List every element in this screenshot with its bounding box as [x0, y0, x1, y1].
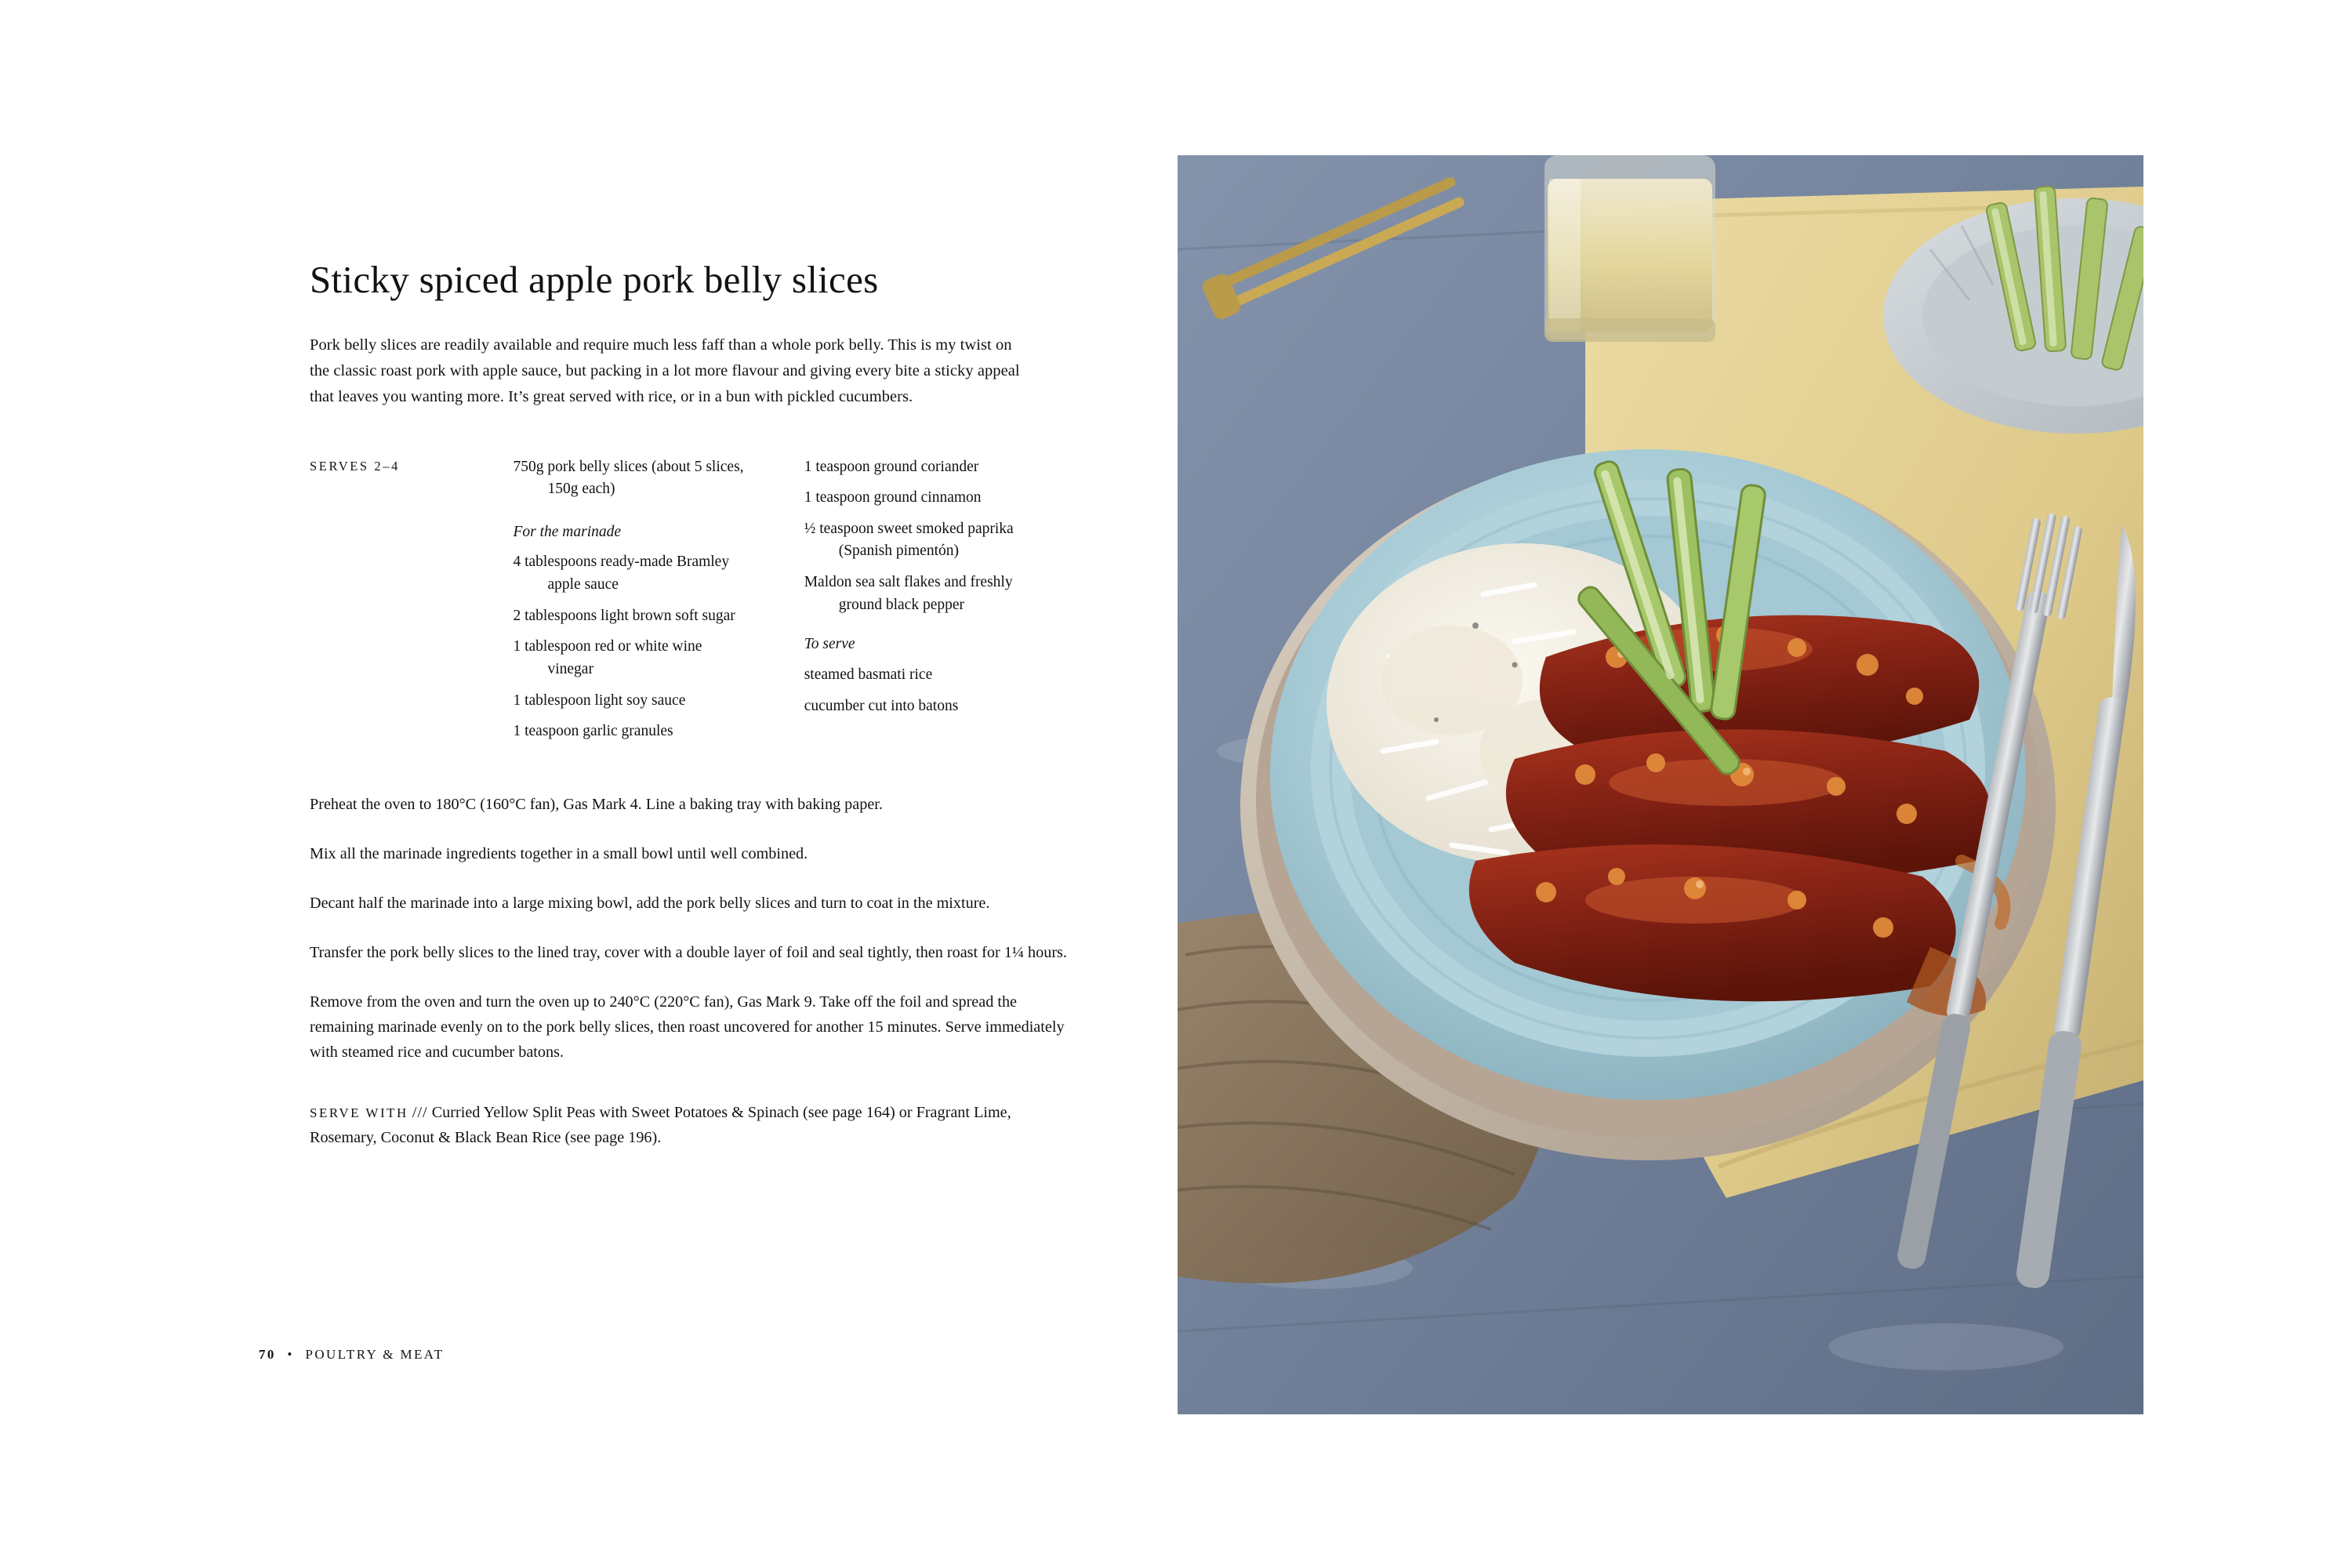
ingredient-item [513, 636, 804, 681]
ingredient-item: 1 teaspoon garlic granules [513, 723, 673, 740]
method-step: Preheat the oven to 180°C (160°C fan), Gas Mark 4. Line a baking tray with baking paper. [310, 796, 883, 814]
ingredient-text: Maldon sea salt flakes and freshly [804, 574, 1013, 591]
ingredient-item [513, 456, 804, 501]
ingredient-text: ½ teaspoon sweet smoked paprika [804, 520, 1014, 537]
ingredient-text-continued: 150g each) [547, 481, 615, 498]
ingredient-item [513, 551, 804, 596]
chapter-name: POULTRY & MEAT [305, 1347, 445, 1362]
ingredient-text: 1 tablespoon red or white wine [513, 638, 702, 655]
ingredient-text-continued: apple sauce [547, 576, 619, 593]
ingredients-column-2 [804, 456, 1086, 753]
ingredient-text: 4 tablespoons ready-made Bramley [513, 554, 730, 571]
method-steps [310, 793, 1086, 1065]
page-title: Sticky spiced apple pork belly slices [310, 258, 879, 301]
serve-with-text: Curried Yellow Split Peas with Sweet Potatoes & Spinach (see page 164) or Fragrant Lime, Rosemary, Coconut & Black Bean Rice (see page 196). [310, 1104, 1011, 1147]
method-step: Mix all the marinade ingredients together in a small bowl until well combined. [310, 844, 808, 862]
method-step: Decant half the marinade into a large mixing bowl, add the pork belly slices and turn to coat in the mixture. [310, 894, 990, 912]
ingredient-text-continued: ground black pepper [838, 596, 964, 613]
serve-with-note [310, 1101, 1039, 1151]
serves-label: SERVES 2–4 [310, 458, 400, 474]
ingredient-item [804, 572, 1086, 616]
folio-separator: • [287, 1347, 294, 1362]
method-step: Transfer the pork belly slices to the lined tray, cover with a double layer of foil and seal tightly, then roast for 1¼ hours. [310, 943, 1067, 961]
serve-with-label: SERVE WITH [310, 1105, 408, 1121]
page-number: 70 [259, 1347, 276, 1362]
ingredient-text-continued: (Spanish pimentón) [838, 543, 959, 560]
ingredients-subhead: For the marinade [513, 523, 622, 540]
ingredient-item [804, 518, 1086, 563]
method-step: Remove from the oven and turn the oven up to 240°C (220°C fan), Gas Mark 9. Take off the foil and spread the remaining marinade evenly on to the pork belly slices, then roast uncovered for another 15 minutes. Serve immediately with steamed rice and cucumber batons. [310, 993, 1065, 1061]
serve-with-slashes: /// [412, 1104, 428, 1122]
ingredient-text: 750g pork belly slices (about 5 slices, [513, 458, 744, 475]
ingredient-item: 1 teaspoon ground cinnamon [804, 489, 982, 506]
ingredients-column-1 [513, 456, 804, 753]
ingredients-subhead: To serve [804, 636, 855, 653]
recipe-intro: Pork belly slices are readily available and require much less faff than a whole pork belly. This is my twist on the classic roast pork with apple sauce, but packing in a lot more flavour and giving every bite a sticky appeal that leaves you wanting more. It’s great served with rice, or in a bun with pickled cucumbers. [310, 336, 1020, 406]
ingredient-text-continued: vinegar [547, 661, 593, 678]
ingredient-item: 1 tablespoon light soy sauce [513, 691, 686, 709]
ingredient-item: 2 tablespoons light brown soft sugar [513, 607, 735, 624]
food-photograph [1178, 155, 2143, 1414]
ingredient-item: steamed basmati rice [804, 666, 933, 684]
recipe-photo [1178, 155, 2143, 1414]
ingredient-item: cucumber cut into batons [804, 697, 959, 714]
ingredient-item: 1 teaspoon ground coriander [804, 458, 979, 475]
folio [259, 1347, 444, 1363]
recipe-text-column [310, 259, 1086, 1151]
ingredients-block [310, 456, 1086, 753]
